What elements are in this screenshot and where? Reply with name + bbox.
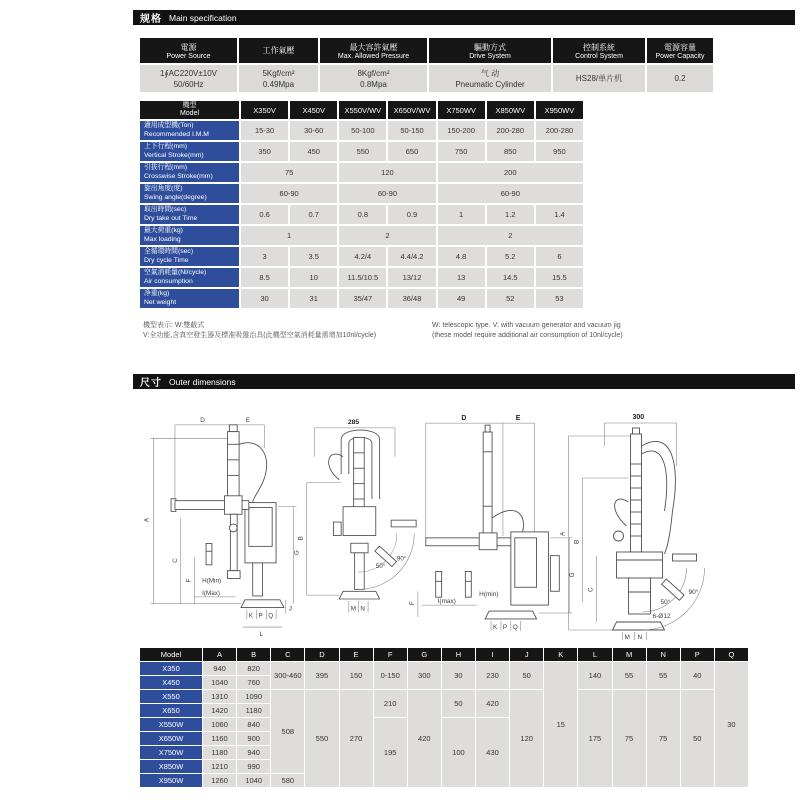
power-header-en: Max. Allowed Pressure: [337, 52, 410, 60]
outer-dimensions-table: [139, 647, 749, 788]
dims-value-cell: 1060: [203, 718, 236, 731]
spec-value-cell: 60-90: [438, 184, 583, 203]
angle-label: 90°: [396, 555, 407, 563]
dims-value-cell: 1090: [237, 690, 270, 703]
note-model-legend-en-1: W: telescopic type. V: with vacuum generator and vacuum jig: [432, 322, 621, 329]
dim-label: C: [171, 558, 179, 563]
dims-column-header: K: [544, 648, 577, 661]
dim-label: G: [293, 550, 301, 556]
spec-row-header: 全循環時間(sec) Dry cycle Time: [140, 247, 239, 266]
spec-value-cell: 49: [438, 289, 485, 308]
dims-column-header: A: [203, 648, 236, 661]
spec-row-header: 引拔行程(mm) Crosswise Stroke(mm): [140, 163, 239, 182]
spec-value-cell: 5.2: [487, 247, 534, 266]
note-model-legend-en-2: (these model require additional air consumption of 10nl/cycle): [432, 332, 623, 339]
dim-label: E: [245, 416, 251, 424]
dims-value-cell: 50: [442, 690, 475, 717]
dim-label: P: [258, 612, 263, 620]
dims-value-cell: 1180: [237, 704, 270, 717]
dims-value-cell: 1040: [203, 676, 236, 689]
power-column-header: [647, 38, 713, 63]
spec-row-header: 空氣消耗量(Nl/cycle) Air consumption: [140, 268, 239, 287]
power-value-cell: 1∮AC220V±10V 50/60Hz: [140, 65, 237, 92]
power-header-en: Power Source: [166, 52, 211, 60]
dims-value-cell: 30: [442, 662, 475, 689]
dim-label: M: [350, 605, 356, 613]
dims-value-cell: 75: [613, 690, 646, 787]
power-value-cell: HS28/单片机: [553, 65, 645, 92]
note-model-legend-zh-2: V:全功能,含真空發生器及標准吸盤治具(此機型空氣消耗量需增加10nl/cycle): [143, 332, 377, 339]
dims-column-header: Model: [140, 648, 202, 661]
section-title-zh: 尺寸: [140, 378, 162, 389]
dims-value-cell: 300: [408, 662, 441, 689]
spec-value-cell: 2: [339, 226, 435, 245]
note-model-legend-zh-1: 機型表示: W:雙截式: [143, 322, 205, 329]
main-spec-table: [138, 99, 585, 310]
spec-value-cell: 10: [290, 268, 337, 287]
dim-label: D: [461, 415, 467, 423]
spec-value-cell: 0.8: [339, 205, 386, 224]
spec-value-cell: 1: [438, 205, 485, 224]
section-header-outer-dimensions: [133, 374, 795, 389]
spec-value-cell: 50-150: [388, 121, 435, 140]
dims-column-header: J: [510, 648, 543, 661]
spec-value-cell: 35/47: [339, 289, 386, 308]
spec-value-cell: 4.8: [438, 247, 485, 266]
dims-value-cell: 140: [578, 662, 611, 689]
dims-value-cell: 30: [715, 662, 748, 787]
spec-value-cell: 950: [536, 142, 583, 161]
dims-column-header: I: [476, 648, 509, 661]
dims-column-header: B: [237, 648, 270, 661]
dims-value-cell: 40: [681, 662, 714, 689]
dims-model-cell: X350: [140, 662, 202, 675]
dims-value-cell: 100: [442, 718, 475, 787]
spec-value-cell: 1.2: [487, 205, 534, 224]
dims-value-cell: 550: [305, 690, 338, 787]
power-header-zh: 工作氣壓: [262, 46, 295, 55]
dims-column-header: M: [613, 648, 646, 661]
dims-column-header: G: [408, 648, 441, 661]
dim-label: I(Max): [202, 589, 221, 597]
dims-column-header: C: [271, 648, 304, 661]
dims-value-cell: 900: [237, 732, 270, 745]
spec-value-cell: 14.5: [487, 268, 534, 287]
hole-callout-label: 6-Ø12: [652, 613, 671, 620]
spec-value-cell: 15-30: [241, 121, 288, 140]
dims-model-cell: X850W: [140, 760, 202, 773]
dim-label: D: [200, 416, 205, 424]
power-table: [138, 36, 715, 94]
dim-label: I(max): [437, 598, 456, 606]
dims-value-cell: 940: [237, 746, 270, 759]
dims-value-cell: 55: [647, 662, 680, 689]
spec-model-header: X450V: [290, 101, 337, 119]
dims-value-cell: 1260: [203, 774, 236, 787]
dim-label: E: [515, 415, 521, 423]
spec-value-cell: 60-90: [241, 184, 337, 203]
spec-corner-header: 機型 Model: [140, 101, 239, 119]
dims-model-cell: X950W: [140, 774, 202, 787]
spec-value-cell: 3: [241, 247, 288, 266]
spec-value-cell: 550: [339, 142, 386, 161]
spec-value-cell: 850: [487, 142, 534, 161]
dims-value-cell: 55: [613, 662, 646, 689]
spec-row-header: 適用成型機(Ton) Recommended I.M.M: [140, 121, 239, 140]
spec-value-cell: 3.5: [290, 247, 337, 266]
power-header-zh: 驅動方式: [474, 42, 506, 52]
spec-model-header: X650V/WV: [388, 101, 435, 119]
spec-value-cell: 350: [241, 142, 288, 161]
dims-value-cell: 1420: [203, 704, 236, 717]
dims-column-header: N: [647, 648, 680, 661]
dims-value-cell: 15: [544, 662, 577, 787]
dim-label: H(min): [479, 591, 499, 599]
power-header-en: Power Capacity: [655, 52, 705, 60]
spec-value-cell: 60-90: [339, 184, 435, 203]
dims-value-cell: 150: [340, 662, 373, 689]
dim-label: H(Min): [202, 577, 222, 585]
angle-label: 90°: [688, 589, 699, 596]
dims-model-cell: X550: [140, 690, 202, 703]
dims-value-cell: 395: [305, 662, 338, 689]
power-header-zh: 控制系統: [583, 42, 615, 52]
spec-value-cell: 200-280: [536, 121, 583, 140]
dims-value-cell: 50: [510, 662, 543, 689]
dim-label: M: [624, 634, 630, 641]
dims-value-cell: 840: [237, 718, 270, 731]
dim-label: Q: [512, 623, 518, 631]
spec-value-cell: 750: [438, 142, 485, 161]
section-title-en: Main specification: [169, 12, 237, 23]
spec-value-cell: 0.6: [241, 205, 288, 224]
dim-label: K: [248, 612, 254, 620]
power-value-cell: 5Kgf/cm² 0.49Mpa: [239, 65, 318, 92]
spec-value-cell: 0.7: [290, 205, 337, 224]
dim-label: 285: [347, 419, 360, 426]
spec-value-cell: 1: [241, 226, 337, 245]
dims-value-cell: 760: [237, 676, 270, 689]
dim-label: K: [493, 623, 498, 631]
power-column-header: [320, 38, 427, 63]
power-header-en: Drive System: [469, 52, 511, 60]
dims-model-cell: X550W: [140, 718, 202, 731]
dim-label: 300: [632, 414, 645, 421]
power-value-cell: 0.2: [647, 65, 713, 92]
spec-value-cell: 13: [438, 268, 485, 287]
dims-value-cell: 230: [476, 662, 509, 689]
power-column-header: [429, 38, 551, 63]
spec-value-cell: 120: [339, 163, 435, 182]
power-value-cell: 气 动 Pneumatic Cylinder: [429, 65, 551, 92]
dims-column-header: Q: [715, 648, 748, 661]
dims-value-cell: 195: [374, 718, 407, 787]
dims-value-cell: 210: [374, 690, 407, 717]
power-header-en: Control System: [575, 52, 623, 60]
power-column-header: [140, 38, 237, 63]
dims-value-cell: 430: [476, 718, 509, 787]
spec-value-cell: 36/48: [388, 289, 435, 308]
spec-row-header: 取出時間(sec) Dry take out Time: [140, 205, 239, 224]
dims-value-cell: 270: [340, 690, 373, 787]
spec-value-cell: 200-280: [487, 121, 534, 140]
dims-value-cell: 820: [237, 662, 270, 675]
dim-label: F: [185, 578, 193, 583]
dim-label: P: [502, 623, 508, 631]
power-value-cell: 8Kgf/cm² 0.8Mpa: [320, 65, 427, 92]
dims-model-cell: X650W: [140, 732, 202, 745]
dims-column-header: F: [374, 648, 407, 661]
spec-value-cell: 52: [487, 289, 534, 308]
spec-value-cell: 450: [290, 142, 337, 161]
spec-value-cell: 4.2/4: [339, 247, 386, 266]
dims-value-cell: 300-460: [271, 662, 304, 689]
spec-value-cell: 6: [536, 247, 583, 266]
spec-value-cell: 0.9: [388, 205, 435, 224]
dims-value-cell: 50: [681, 690, 714, 787]
spec-value-cell: 30: [241, 289, 288, 308]
spec-value-cell: 30-60: [290, 121, 337, 140]
dims-value-cell: 120: [510, 690, 543, 787]
spec-row-header: 最大荷重(kg) Max loading: [140, 226, 239, 245]
spec-model-header: X350V: [241, 101, 288, 119]
dims-value-cell: 580: [271, 774, 304, 787]
dim-label: L: [259, 630, 264, 638]
power-column-header: [553, 38, 645, 63]
section-title-en: Outer dimensions: [169, 376, 236, 387]
dims-value-cell: 1040: [237, 774, 270, 787]
dims-value-cell: 940: [203, 662, 236, 675]
spec-model-header: X850WV: [487, 101, 534, 119]
section-title-zh: 规格: [140, 14, 162, 25]
angle-label: 50°: [660, 599, 671, 606]
dims-value-cell: 75: [647, 690, 680, 787]
spec-value-cell: 8.5: [241, 268, 288, 287]
angle-label: 50°: [375, 563, 386, 571]
dim-label: J: [288, 605, 292, 613]
power-column-header: [239, 38, 318, 63]
power-header-zh: 最大容許氣壓: [349, 42, 398, 52]
dims-value-cell: 508: [271, 690, 304, 773]
spec-value-cell: 13/12: [388, 268, 435, 287]
dims-value-cell: 1310: [203, 690, 236, 703]
spec-value-cell: 75: [241, 163, 337, 182]
spec-row-header: 旋出角度(度) Swing angle(degree): [140, 184, 239, 203]
dims-value-cell: 1210: [203, 760, 236, 773]
spec-value-cell: 650: [388, 142, 435, 161]
diagram-front-view-w-type: [558, 406, 723, 642]
dims-column-header: L: [578, 648, 611, 661]
spec-value-cell: 15.5: [536, 268, 583, 287]
spec-value-cell: 4.4/4.2: [388, 247, 435, 266]
dims-model-cell: X450: [140, 676, 202, 689]
spec-row-header: 净重(kg) Net weight: [140, 289, 239, 308]
spec-model-header: X950WV: [536, 101, 583, 119]
dims-column-header: E: [340, 648, 373, 661]
dim-label: F: [408, 601, 416, 606]
spec-value-cell: 1.4: [536, 205, 583, 224]
diagram-front-view-v-type: [295, 406, 420, 642]
dims-value-cell: 420: [408, 690, 441, 787]
dim-label: C: [587, 587, 595, 592]
spec-value-cell: 11.5/10.5: [339, 268, 386, 287]
power-header-zh: 電源容量: [664, 42, 696, 52]
dims-column-header: D: [305, 648, 338, 661]
dim-label: B: [297, 536, 305, 541]
dim-label: N: [360, 605, 365, 613]
spec-value-cell: 2: [438, 226, 583, 245]
spec-model-header: X750WV: [438, 101, 485, 119]
spec-model-header: X550V/WV: [339, 101, 386, 119]
dims-value-cell: 1160: [203, 732, 236, 745]
dims-value-cell: 1180: [203, 746, 236, 759]
dims-value-cell: 0-150: [374, 662, 407, 689]
dims-model-cell: X750W: [140, 746, 202, 759]
section-header-main-specification: [133, 10, 795, 25]
spec-value-cell: 31: [290, 289, 337, 308]
dim-label: G: [569, 572, 577, 578]
dims-value-cell: 420: [476, 690, 509, 717]
power-header-zh: 電源: [180, 42, 197, 52]
spec-value-cell: 50-100: [339, 121, 386, 140]
dims-value-cell: 990: [237, 760, 270, 773]
spec-value-cell: 150-200: [438, 121, 485, 140]
dim-label: Q: [268, 612, 274, 620]
diagram-side-view-v-type: [138, 406, 313, 642]
dim-label: A: [559, 531, 567, 536]
dims-model-cell: X650: [140, 704, 202, 717]
spec-value-cell: 53: [536, 289, 583, 308]
dim-label: B: [573, 539, 581, 544]
spec-row-header: 上下行程(mm) Vertical Stroke(mm): [140, 142, 239, 161]
dims-value-cell: 175: [578, 690, 611, 787]
dims-column-header: P: [681, 648, 714, 661]
dims-column-header: H: [442, 648, 475, 661]
dim-label: N: [637, 634, 643, 641]
dim-label: A: [143, 517, 151, 523]
spec-value-cell: 200: [438, 163, 583, 182]
